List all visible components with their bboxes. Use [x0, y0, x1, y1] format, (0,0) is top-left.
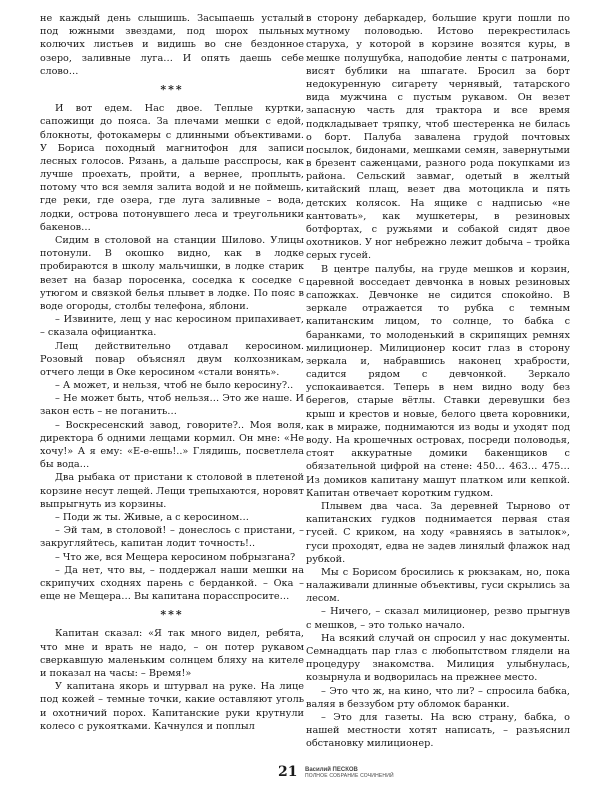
page-footer	[0, 764, 600, 792]
paragraph: Мы с Борисом бросились к рюкзакам, но, пока налаживали длинные объективы, гуси скрылись за лесом.	[306, 566, 570, 605]
paragraph: – Воскресенский завод, говорите?.. Моя воля, директора б одними лещами кормил. Он мне: «Не хочу!» А я ему: «Е-е-ешь!..» Глядишь, посветлела бы вода…	[40, 419, 304, 471]
paragraph: – Ничего, – сказал милиционер, резво прыгнув с мешков, – это только начало.	[306, 606, 570, 631]
paragraph: Капитан сказал: «Я так много видел, ребята, что мне и врать не надо, – он потер рукавом сверкавшую маленьким солнцем бляху на кителе и показал на часы: – Время!»	[40, 628, 304, 679]
paragraph: – Не может быть, чтоб нельзя… Это же наше. И закон есть – не поганить…	[40, 393, 304, 418]
left-column	[40, 12, 304, 733]
author-name: Василий ПЕСКОВ	[305, 767, 358, 773]
section-divider: ***	[160, 82, 184, 96]
paragraph: Плывем два часа. За деревней Тырново от капитанских гудков поднимается первая стая гусей. С криком, на ходу «равняясь в затылок», гуси проходят, едва не задев линялый флажок над рубкой.	[306, 500, 570, 565]
paragraph: В центре палубы, на груде мешков и корзин, царевной восседает девчонка в новых резиновых сапожках. Девчонке не сидится спокойно. В зеркале отражается то рубка с темным капитанским лицом, то солнце, то бабка с баранками, то молоденький в скрипящих ремнях милиционер. Милиционер косит глаз в сторону зеркала и, набравшись наконец храбрости, садится рядом с девчонкой. Зеркало успокаивается. Теперь в нем видно воду без берегов, старые вётлы. Ставки деревушки без крыш и крестов и новые, белого цвета коровники, как в мираже, поднимаются из воды и уходят под воду. На крошечных островах, посреди половодья, стоят аккуратные домики бакенщиков с обязательной цифрой на стене: 450… 463… 475… Из домиков капитану машут платком или кепкой. Капитан отвечает коротким гудком.	[306, 263, 570, 499]
page-number: 21	[278, 764, 298, 780]
series-title: ПОЛНОЕ СОБРАНИЕ СОЧИНЕНИЙ	[305, 773, 394, 779]
paragraph: – А может, и нельзя, чтоб не было керосину?..	[55, 380, 294, 392]
paragraph: – Эй там, в столовой! – донеслось с пристани, – закругляйтесь, капитан лодит точность!..	[40, 525, 304, 550]
paragraph: – Это что ж, на кино, что ли? – спросила бабка, валяя в беззубом рту обломок баранки.	[306, 685, 570, 710]
right-column	[306, 12, 570, 751]
paragraph: Два рыбака от пристани к столовой в плетеной корзине несут лещей. Лещи трепыхаются, норовят выпрыгнуть из корзины.	[40, 472, 304, 510]
paragraph: Сидим в столовой на станции Шилово. Улицы потонули. В окошко видно, как в лодке пробираются в школу мальчишки, в лодке старик везет на базар поросенка, соседка к соседке с утюгом и связкой белья плывет в лодке. По пояс в воде огороды, столбы телефона, яблони.	[40, 235, 304, 312]
paragraph: – Что же, вся Мещера керосином побрызгана?	[55, 551, 296, 563]
paragraph: И вот едем. Нас двое. Теплые куртки, сапожищи до пояса. За плечами мешки с едой, блокноты, фотокамеры с длинными объективами. У Бориса походный магнитофон для записи лесных голосов. Рязань, а дальше расспросы, как лучше проехать, пройти, а вернее, проплыть, потому что вся земля залита водой и не поймешь, где реки, где озера, где луга заливные – вода, лодки, острова потонувшего леса и треугольники бакенов…	[40, 103, 304, 233]
paragraph: Лещ действительно отдавал керосином. Розовый повар объяснял двум колхозникам, отчего лещи в Оке керосином «стали вонять».	[40, 340, 304, 378]
paragraph: не каждый день слышишь. Засыпаешь усталый под южными звездами, под шорох пыльных колючих листьев и видишь во сне бездонное озеро, заливные луга… И опять даешь себе слово…	[40, 13, 304, 77]
paragraph: в сторону дебаркадер, большие круги пошли по мутному половодью. Истово перекрестилась старуха, у которой в корзине возятся куры, в мешке полушубка, наподобие ленты с патронами, висят бублики на шпагате. Бросил за борт недокуренную сигарету чернявый, татарского вида мужчина с пустым рукавом. Он везет запасную часть для трактора и все время подкладывает тряпку, чтоб шестеренка не билась о борт. Палуба завалена грудой почтовых посылок, бидонами, мешками семян, завернутыми в брезент саженцами, разного рода покупками из района. Сельский завмаг, одетый в желтый китайский плащ, везет два мотоцикла и пять детских колясок. На ящике с надписью «не кантовать», как мушкетеры, в резиновых ботфортах, с ружьями и собакой сидят двое охотников. У ног небрежно лежит добыча – тройка серых гусей.	[306, 13, 570, 262]
paragraph: – Да нет, что вы, – поддержал наши мешки на скрипучих сходнях парень с берданкой. – Ока – еще не Мещера… Вы капитана порасспросите…	[40, 564, 304, 603]
paragraph: На всякий случай он спросил у нас документы. Семнадцать пар глаз с любопытством глядели на процедуру знакомства. Милиция улыбнулась, козырнула и водворилась на прежнее место.	[306, 632, 570, 684]
section-divider: ***	[160, 608, 184, 622]
paragraph: – Это для газеты. На всю страну, бабка, о нашей местности хотят написать, – разъяснил обстановку милиционер.	[306, 711, 570, 750]
paragraph: У капитана якорь и штурвал на руке. На лице под кожей – темные точки, какие оставляют уголь и охотничий порох. Капитанские руки крутнули колесо с рукоятками. Качнулся и поплыл	[40, 681, 304, 732]
paragraph: – Извините, лещ у нас керосином припахивает, – сказала официантка.	[40, 314, 304, 339]
paragraph: – Поди ж ты. Живые, а с керосином…	[55, 511, 249, 523]
book-imprint	[305, 767, 394, 779]
